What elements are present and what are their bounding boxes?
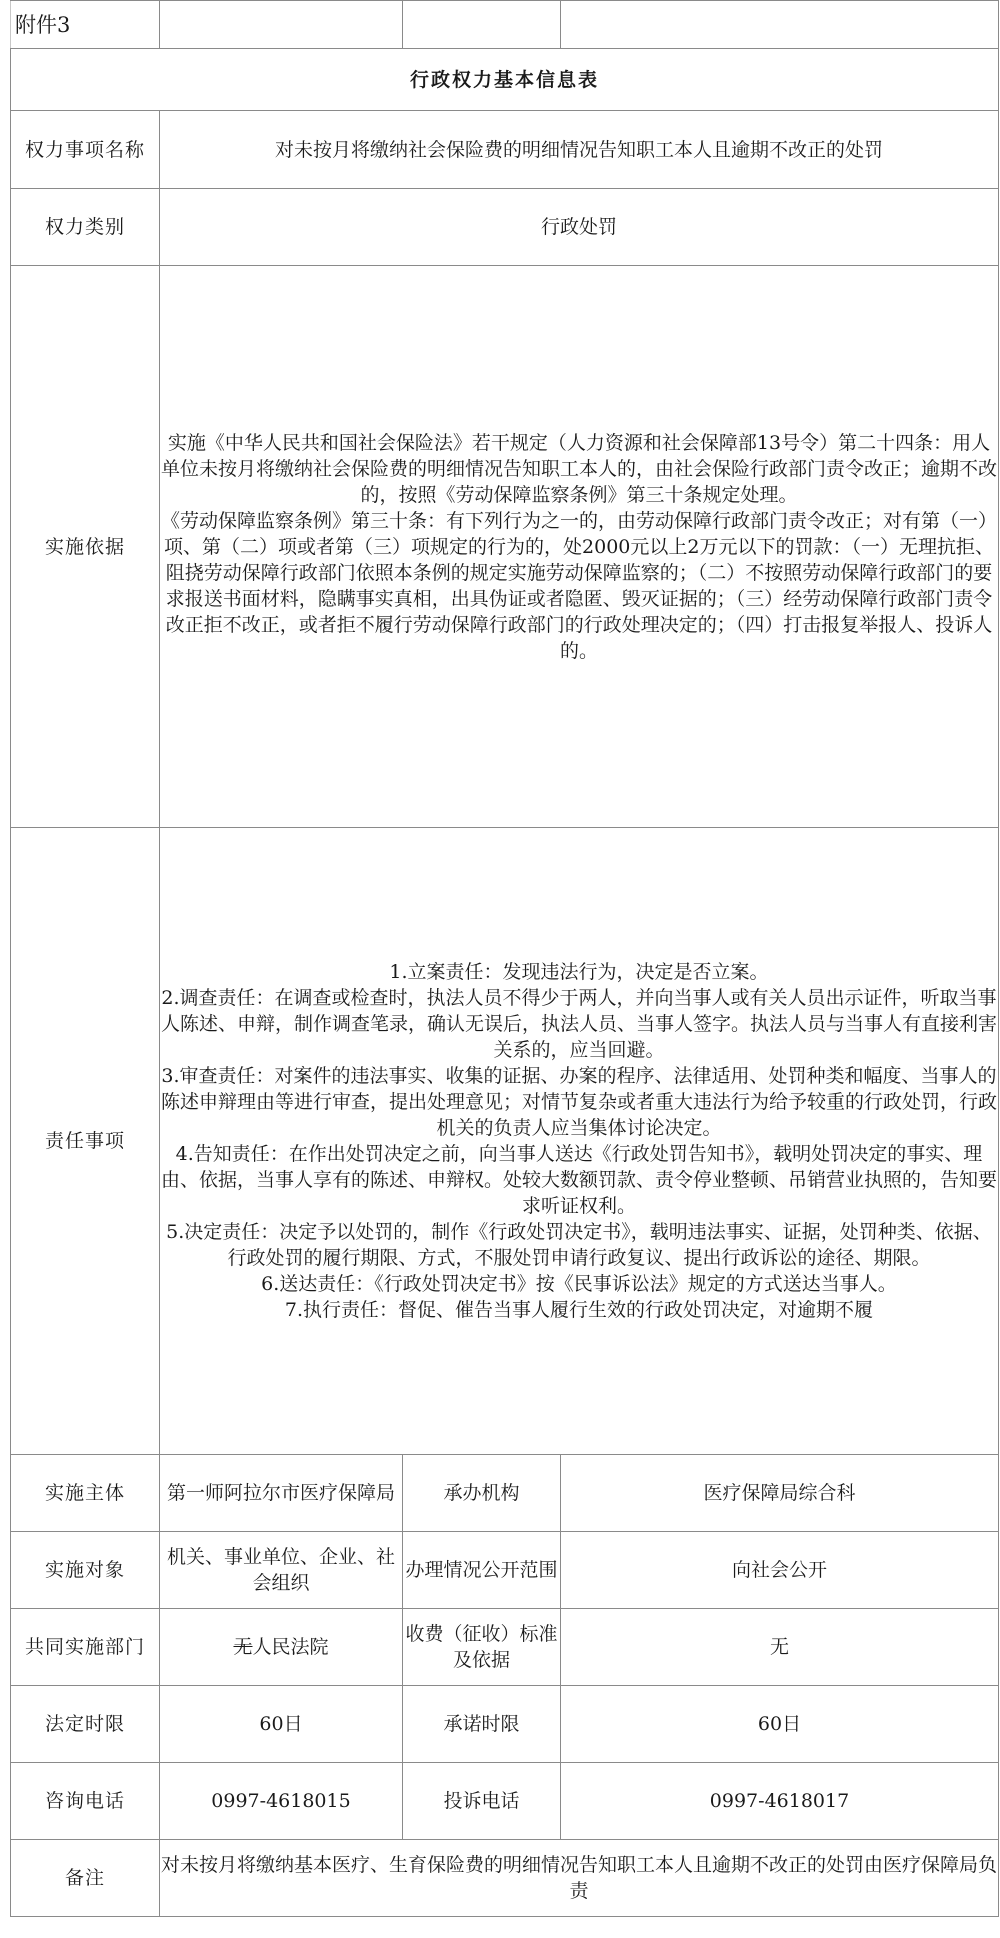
consult-phone-label: 咨询电话 xyxy=(11,1763,160,1840)
remark-value: 对未按月将缴纳基本医疗、生育保险费的明细情况告知职工本人且逾期不改正的处罚由医疗保障局负责 xyxy=(160,1840,999,1917)
responsibility-label: 责任事项 xyxy=(11,828,160,1455)
empty-cell xyxy=(403,1,561,49)
target-value: 机关、事业单位、企业、社会组织 xyxy=(160,1532,403,1609)
subject-row xyxy=(11,1455,999,1532)
promised-limit-value: 60日 xyxy=(561,1686,999,1763)
power-name-row xyxy=(11,111,999,189)
info-table xyxy=(10,0,999,1917)
disclosure-scope-value: 向社会公开 xyxy=(561,1532,999,1609)
target-row xyxy=(11,1532,999,1609)
empty-cell xyxy=(561,1,999,49)
handling-org-label: 承办机构 xyxy=(403,1455,561,1532)
joint-dept-struck-text: 无 xyxy=(233,1636,253,1658)
handling-org-value: 医疗保障局综合科 xyxy=(561,1455,999,1532)
attachment-label: 附件3 xyxy=(11,1,160,49)
remark-label: 备注 xyxy=(11,1840,160,1917)
title-row xyxy=(11,49,999,111)
info-sheet xyxy=(10,0,1000,1917)
remark-row xyxy=(11,1840,999,1917)
consult-phone-value: 0997-4618015 xyxy=(160,1763,403,1840)
responsibility-row xyxy=(11,828,999,1455)
target-label: 实施对象 xyxy=(11,1532,160,1609)
legal-limit-label: 法定时限 xyxy=(11,1686,160,1763)
fee-standard-label: 收费（征收）标准及依据 xyxy=(403,1609,561,1686)
joint-dept-row xyxy=(11,1609,999,1686)
phone-row xyxy=(11,1763,999,1840)
power-type-label: 权力类别 xyxy=(11,189,160,266)
joint-dept-value xyxy=(160,1609,403,1686)
joint-dept-text: 人民法院 xyxy=(252,1636,329,1658)
basis-row xyxy=(11,266,999,828)
disclosure-scope-label: 办理情况公开范围 xyxy=(403,1532,561,1609)
joint-dept-label: 共同实施部门 xyxy=(11,1609,160,1686)
subject-label: 实施主体 xyxy=(11,1455,160,1532)
empty-cell xyxy=(160,1,403,49)
responsibility-text: 1.立案责任：发现违法行为，决定是否立案。 2.调查责任：在调查或检查时，执法人员不得少于两人，并向当事人或有关人员出示证件，听取当事人陈述、申辩，制作调查笔录，确认无误后，执法人员、当事人签字。执法人员与当事人有直接利害关系的，应当回避。 3.审查责任：对案件的违法事实、收集的证据、办案的程序、法律适用、处罚种类和幅度、当事人的陈述申辩理由等进行审查，提出处理意见；对情节复杂或者重大违法行为给予较重的行政处罚，行政机关的负责人应当集体讨论决定。 4.告知责任：在作出处罚决定之前，向当事人送达《行政处罚告知书》，载明处罚决定的事实、理由、依据，当事人享有的陈述、申辩权。处较大数额罚款、责令停业整顿、吊销营业执照的，告知要求听证权利。 5.决定责任：决定予以处罚的，制作《行政处罚决定书》，载明违法事实、证据，处罚种类、依据、行政处罚的履行期限、方式，不服处罚申请行政复议、提出行政诉讼的途径、期限。 6.送达责任：《行政处罚决定书》按《民事诉讼法》规定的方式送达当事人。 7.执行责任：督促、催告当事人履行生效的行政处罚决定，对逾期不履 xyxy=(160,828,999,1455)
time-limit-row xyxy=(11,1686,999,1763)
complaint-phone-label: 投诉电话 xyxy=(403,1763,561,1840)
promised-limit-label: 承诺时限 xyxy=(403,1686,561,1763)
power-type-value: 行政处罚 xyxy=(160,189,999,266)
fee-standard-value: 无 xyxy=(561,1609,999,1686)
basis-text: 实施《中华人民共和国社会保险法》若干规定（人力资源和社会保障部13号令）第二十四条：用人单位未按月将缴纳社会保险费的明细情况告知职工本人的，由社会保险行政部门责令改正；逾期不改的，按照《劳动保障监察条例》第三十条规定处理。 《劳动保障监察条例》第三十条：有下列行为之一的，由劳动保障行政部门责令改正；对有第（一）项、第（二）项或者第（三）项规定的行为的，处2000元以上2万元以下的罚款：（一）无理抗拒、阻挠劳动保障行政部门依照本条例的规定实施劳动保障监察的；（二）不按照劳动保障行政部门的要求报送书面材料，隐瞒事实真相，出具伪证或者隐匿、毁灭证据的；（三）经劳动保障行政部门责令改正拒不改正，或者拒不履行劳动保障行政部门的行政处理决定的；（四）打击报复举报人、投诉人的。 xyxy=(160,266,999,828)
attachment-row xyxy=(11,1,999,49)
power-name-label: 权力事项名称 xyxy=(11,111,160,189)
power-type-row xyxy=(11,189,999,266)
complaint-phone-value: 0997-4618017 xyxy=(561,1763,999,1840)
legal-limit-value: 60日 xyxy=(160,1686,403,1763)
basis-label: 实施依据 xyxy=(11,266,160,828)
power-name-value: 对未按月将缴纳社会保险费的明细情况告知职工本人且逾期不改正的处罚 xyxy=(160,111,999,189)
subject-value: 第一师阿拉尔市医疗保障局 xyxy=(160,1455,403,1532)
page-title: 行政权力基本信息表 xyxy=(11,49,999,111)
